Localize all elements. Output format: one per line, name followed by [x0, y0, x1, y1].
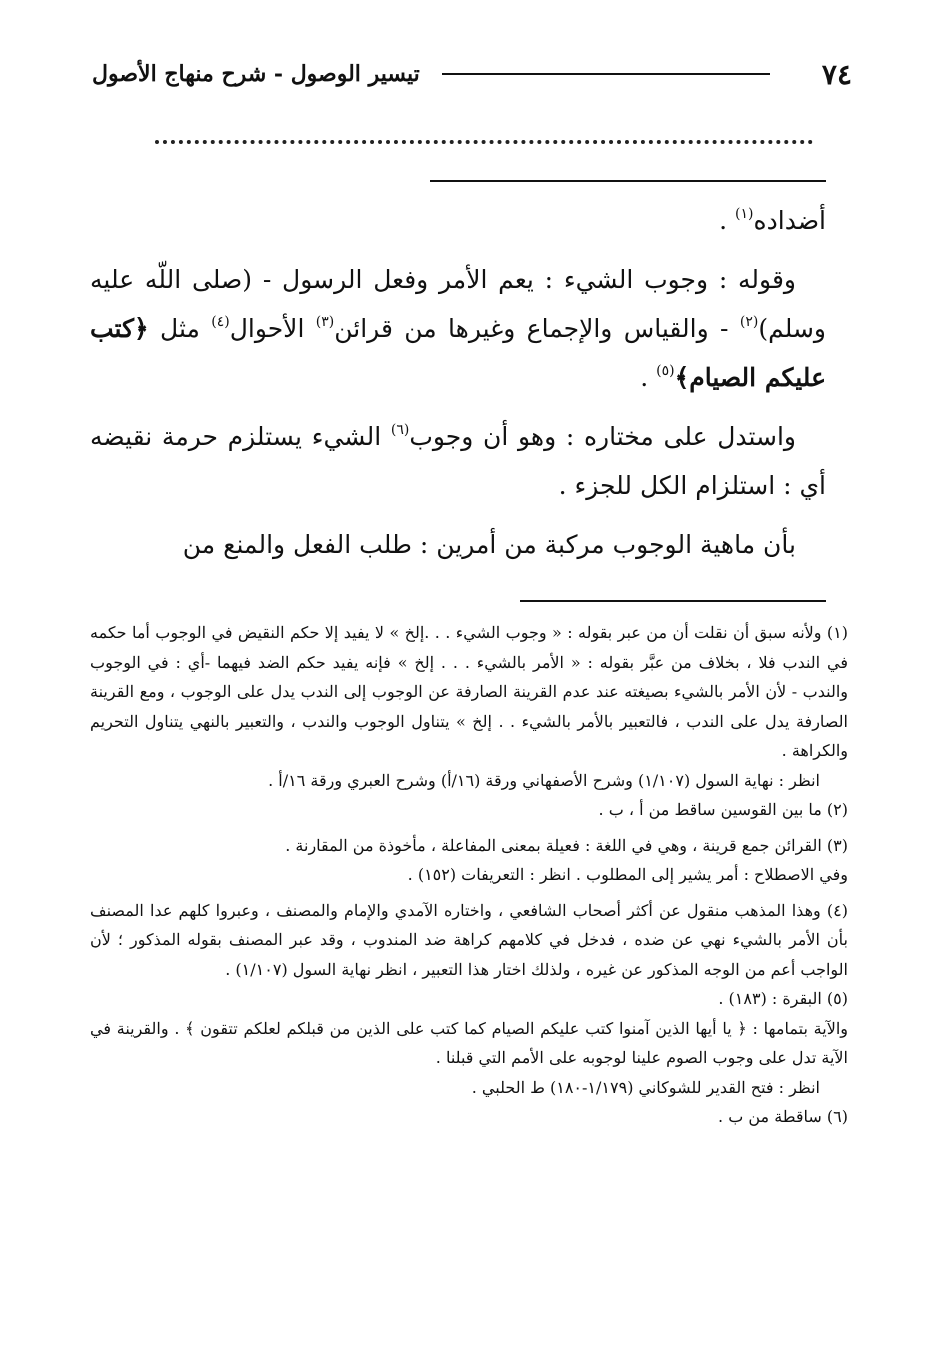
footnote-ref: (٣) — [315, 313, 335, 330]
page-header — [92, 52, 852, 96]
text-segment: الشيء يستلزم حرمة نقيضه أي : استلزام الكل للجزء . — [90, 422, 826, 500]
footnote-3: (٣) القرائن جمع قرينة ، وهي في اللغة : فعيلة بمعنى المفاعلة ، مأخوذة من المقارنة . — [285, 835, 848, 855]
quran-verse: ﴿كتب عليكم الصيام﴾ — [90, 314, 826, 392]
text-segment: مثل — [148, 314, 212, 343]
page-number: ٧٤ — [821, 57, 852, 91]
footnote-6: (٦) ساقطة من ب . — [718, 1107, 848, 1126]
footnote-ref: (٤) — [211, 313, 230, 330]
footnote-2: (٢) ما بين القوسين ساقط من أ ، ب . — [598, 800, 848, 819]
footnote-ref: (٦) — [390, 421, 410, 438]
header-rule — [442, 73, 770, 75]
text-segment: أضداده — [753, 206, 826, 235]
text-segment: بأن ماهية الوجوب مركبة من أمرين : طلب الفعل والمنع من — [182, 530, 796, 559]
footnote-4: (٤) وهذا المذهب منقول عن أكثر أصحاب الشافعي ، واختاره الآمدي والإمام والمصنف ، وعبروا كلهم عدا المصنف بأن الأمر بالشيء نهي عن ضده ، فدخل في كلامهم كراهة ضد المندوب ، وقد عبر المصنف بقوله المذكور ؛ لأن الواجب أعم من الوجه المذكور عن غيره ، ولذلك اختار هذا التعبير ، انظر نهاية السول (١/١٠٧) . — [90, 900, 848, 979]
footnote-1-reference: انظر : نهاية السول (١/١٠٧) وشرح الأصفهاني ورقة (١٦/أ) وشرح العبري ورقة ١٦/أ . — [268, 770, 820, 790]
footnotes — [90, 618, 848, 1132]
paragraph — [90, 255, 826, 402]
text-segment: وقوله : وجوب الشيء : يعم الأمر وفعل الرسول - (صلى اللّه عليه وسلم) — [90, 265, 827, 343]
footnote-ref: (٥) — [656, 362, 675, 379]
footnote-rule — [520, 600, 826, 602]
text-segment: واستدل على مختاره : وهو أن وجوب — [409, 422, 797, 451]
paragraph — [90, 520, 826, 569]
text-line — [90, 196, 826, 245]
text-segment: - والقياس والإجماع وغيرها من قرائن — [334, 314, 740, 343]
footnote-5-verse: والآية بتمامها : ﴿ يا أيها الذين آمنوا كتب عليكم الصيام كما كتب على الذين من قبلكم لعلكم تتقون ﴾ . والقرينة في الآية تدل على وجوب الصوم علينا لوجوبه على الأمم التي قبلنا . — [90, 1018, 848, 1067]
section-rule — [430, 180, 826, 182]
main-text — [90, 196, 826, 569]
footnote-5-reference: انظر : فتح القدير للشوكاني (١/١٧٩-١٨٠) ط الحلبي . — [471, 1077, 820, 1097]
footnote-3-continuation: وفي الاصطلاح : أمر يشير إلى المطلوب . انظر : التعريفات (١٥٢) . — [407, 865, 848, 884]
paragraph — [90, 412, 826, 510]
text-segment: . — [719, 206, 736, 235]
footnote-ref: (٢) — [739, 313, 759, 330]
footnote-1: (١) ولأنه سبق أن نقلت أن من عبر بقوله : « وجوب الشيء . . .إلخ » لا يفيد إلا حكم النقيض في الوجوب أما حكمه في الندب فلا ، بخلاف من عبَّر بقوله : « الأمر بالشيء . . . إلخ » فإنه يفيد حكم الضد فيهما -أي : في الوجوب والندب - لأن الأمر بالشيء بصيغته عند عدم القرينة الصارفة عن الوجوب إلى الندب يدل على الوجوب ، ومع القرينة الصارفة يدل على الندب ، فالتعبير بالأمر بالشيء . . إلخ » يتناول الوجوب والندب ، والتعبير بالنهي يتناول التحريم والكراهة . — [90, 623, 849, 760]
omission-dotted-line — [155, 140, 813, 144]
text-segment: . — [640, 363, 657, 392]
footnote-5: (٥) البقرة : (١٨٣) . — [718, 989, 848, 1008]
footnote-ref: (١) — [735, 205, 754, 222]
running-title: تيسير الوصول - شرح منهاج الأصول — [92, 61, 420, 87]
text-segment: الأحوال — [229, 314, 316, 343]
